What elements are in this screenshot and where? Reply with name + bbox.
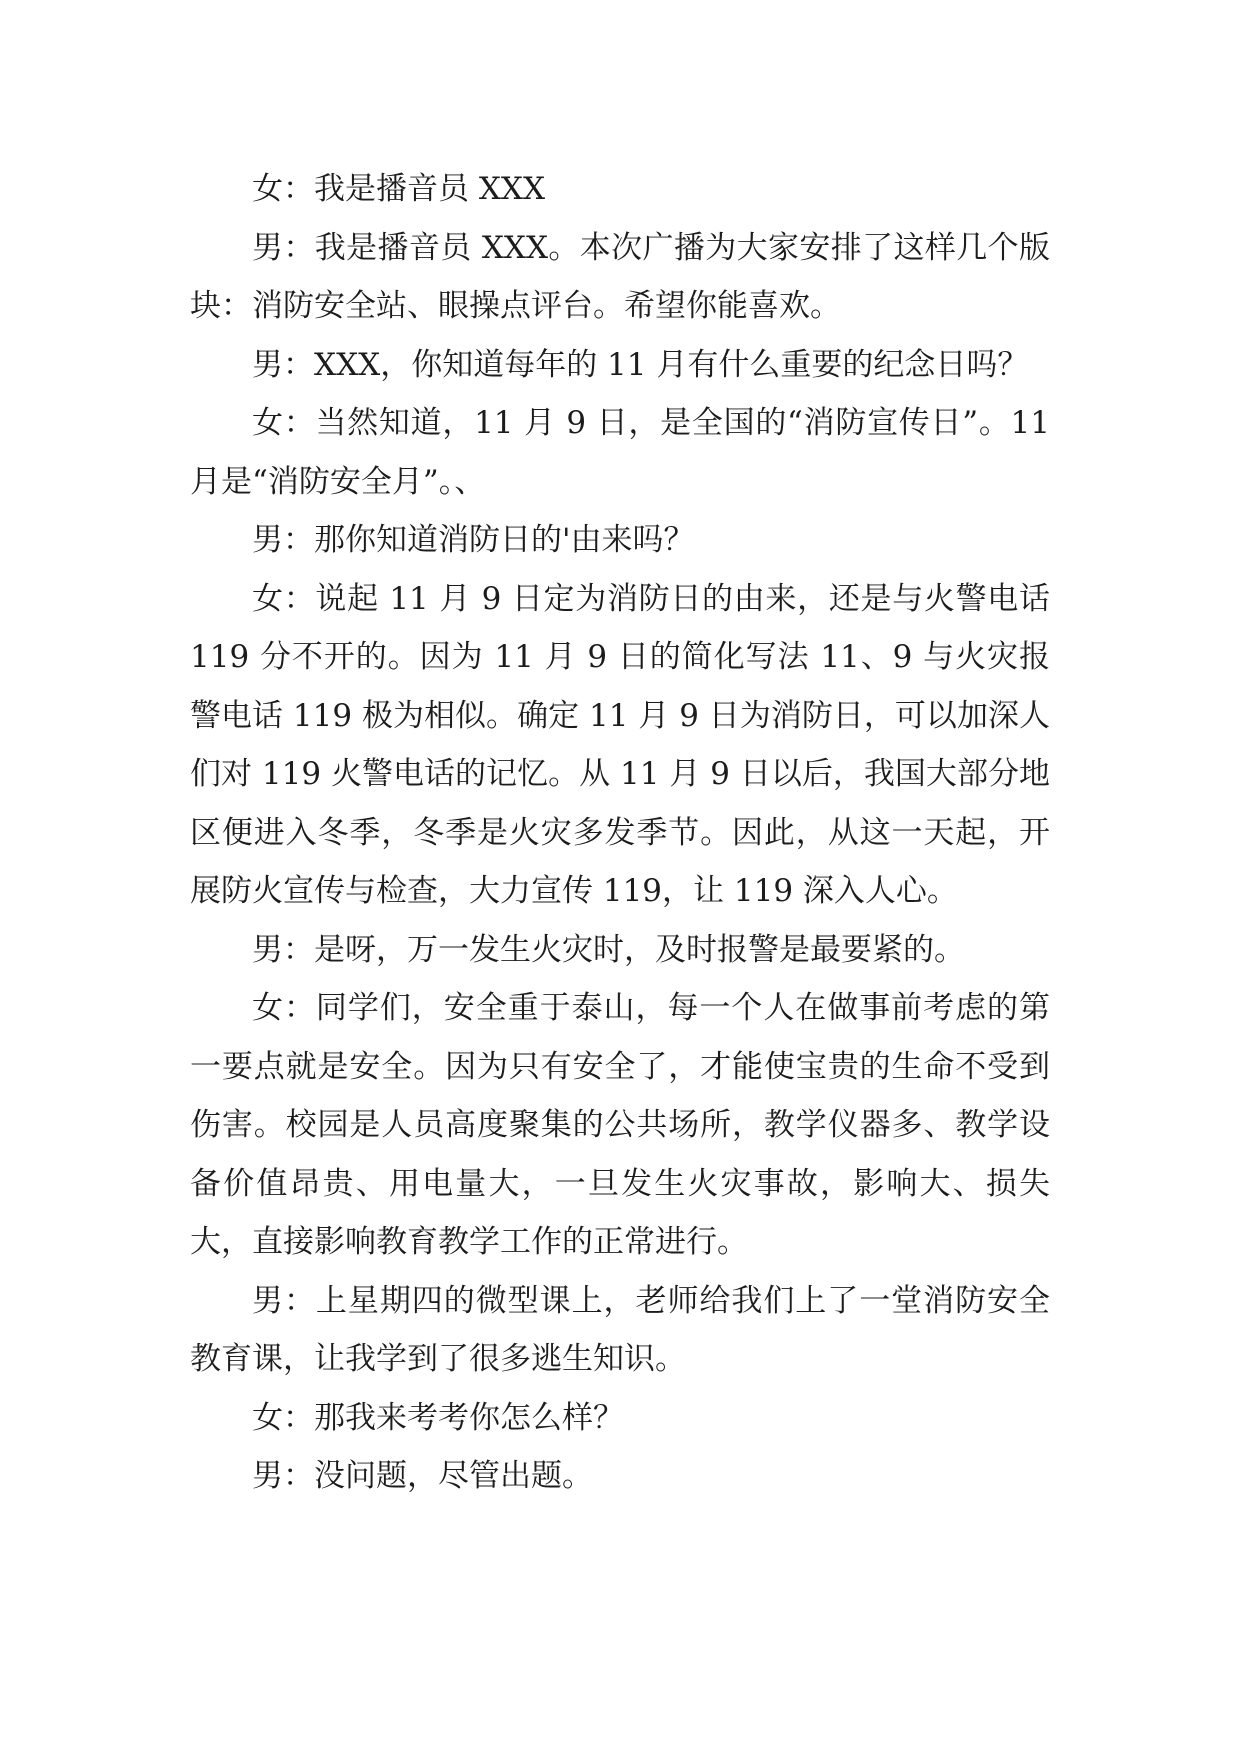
paragraph-4: 女：当然知道，11 月 9 日，是全国的“消防宣传日”。11 月是“消防安全月”。、 bbox=[190, 405, 1050, 500]
paragraph-5: 男：那你知道消防日的'由来吗？ bbox=[252, 522, 695, 558]
paragraph-3: 男：XXX，你知道每年的 11 月有什么重要的纪念日吗？ bbox=[252, 346, 1029, 383]
paragraph-7: 男：是呀，万一发生火灾时，及时报警是最要紧的。 bbox=[252, 931, 965, 968]
paragraph-1: 女：我是播音员 XXX bbox=[252, 171, 546, 207]
paragraph-9: 男：上星期四的微型课上，老师给我们上了一堂消防安全教育课，让我学到了很多逃生知识。 bbox=[190, 1282, 1050, 1377]
paragraph-8: 女：同学们，安全重于泰山，每一个人在做事前考虑的第一要点就是安全。因为只有安全了，才能使宝贵的生命不受到伤害。校园是人员高度聚集的公共场所，教学仪器多、教学设备价值昂贵、用电量大，一旦发生火灾事故，影响大、损失大，直接影响教育教学工作的正常进行。 bbox=[190, 990, 1050, 1260]
paragraph-11: 男：没问题，尽管出题。 bbox=[252, 1458, 593, 1494]
paragraph-2: 男：我是播音员 XXX。本次广播为大家安排了这样几个版块：消防安全站、眼操点评台。希望你能喜欢。 bbox=[190, 229, 1050, 324]
paragraph-6: 女：说起 11 月 9 日定为消防日的由来，还是与火警电话 119 分不开的。因为 11 月 9 日的简化写法 11、9 与火灾报警电话 119 极为相似。确定 11 月 9 日为消防日，可以加深人们对 119 火警电话的记忆。从 11 月 9 日以后，我国大部分地区便进入冬季，冬季是火灾多发季节。因此，从这一天起，开展防火宣传与检查，大力宣传 119，让 119 深入人心。 bbox=[190, 580, 1050, 909]
paragraph-10: 女：那我来考考你怎么样？ bbox=[252, 1399, 624, 1436]
document-body bbox=[190, 160, 1050, 1506]
